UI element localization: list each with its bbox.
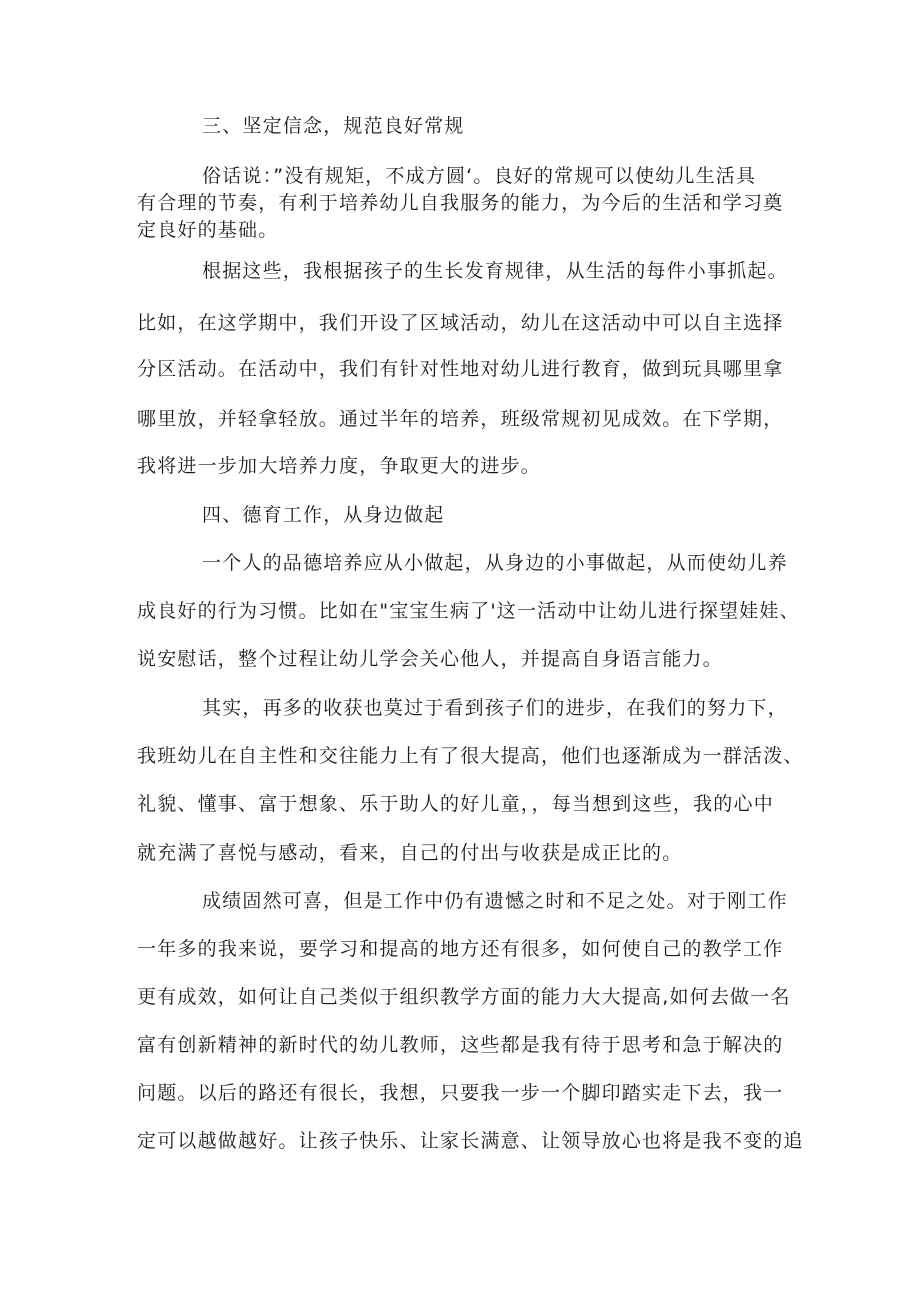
paragraph-line: 成绩固然可喜，但是工作中仍有遗憾之时和不足之处。对于刚工作 (202, 890, 788, 912)
paragraph-line: 根据这些，我根据孩子的生长发育规律，从生活的每件小事抓起。 (202, 260, 788, 282)
paragraph-line: 就充满了喜悦与感动，看来，自己的付出与收获是成正比的。 (137, 842, 683, 864)
paragraph-line: 成良好的行为习惯。比如在"宝宝生病了'这一活动中让幼儿进行探望娃娃、 (137, 600, 800, 622)
paragraph-line: 其实，再多的收获也莫过于看到孩子们的进步，在我们的努力下， (202, 697, 788, 719)
paragraph-line: 我将进一步加大培养力度，争取更大的进步。 (137, 455, 542, 477)
paragraph-line: 定可以越做越好。让孩子快乐、让家长满意、让领导放心也将是我不变的追 (137, 1130, 804, 1152)
paragraph-line: 一个人的品德培养应从小做起，从身边的小事做起，从而使幼儿养 (202, 552, 788, 574)
paragraph-line: 俗话说：”没有规矩，不成方圆‘。良好的常规可以使幼儿生活具 (202, 165, 757, 187)
paragraph-line: 我班幼儿在自主性和交往能力上有了很大提高，他们也逐渐成为一群活泼、 (137, 745, 804, 767)
paragraph-line: 分区活动。在活动中，我们有针对性地对幼儿进行教育，做到玩具哪里拿 (137, 358, 784, 380)
paragraph-line: 定良好的基础。 (137, 219, 279, 241)
paragraph-line: 比如，在这学期中，我们开设了区域活动，幼儿在这活动中可以自主选择 (137, 312, 784, 334)
section-heading: 三、坚定信念，规范良好常规 (202, 115, 465, 137)
paragraph-line: 更有成效，如何让自己类似于组织教学方面的能力大大提高,如何去做一名 (137, 986, 791, 1008)
paragraph-line: 有合理的节奏，有利于培养幼儿自我服务的能力，为今后的生活和学习奠 (137, 192, 784, 214)
paragraph-line: 哪里放，并轻拿轻放。通过半年的培养，班级常规初见成效。在下学期， (137, 408, 784, 430)
paragraph-line: 一年多的我来说，要学习和提高的地方还有很多，如何使自己的教学工作 (137, 938, 784, 960)
paragraph-line: 富有创新精神的新时代的幼儿教师，这些都是我有待于思考和急于解决的 (137, 1034, 784, 1056)
paragraph-line: 礼貌、懂事、富于想象、乐于助人的好儿童，，每当想到这些，我的心中 (137, 793, 774, 815)
paragraph-line: 说安慰话，整个过程让幼儿学会关心他人，并提高自身语言能力。 (137, 648, 723, 670)
paragraph-line: 问题。以后的路还有很长，我想，只要我一步一个脚印踏实走下去，我一 (137, 1082, 784, 1104)
section-heading: 四、德育工作，从身边做起 (202, 504, 445, 526)
